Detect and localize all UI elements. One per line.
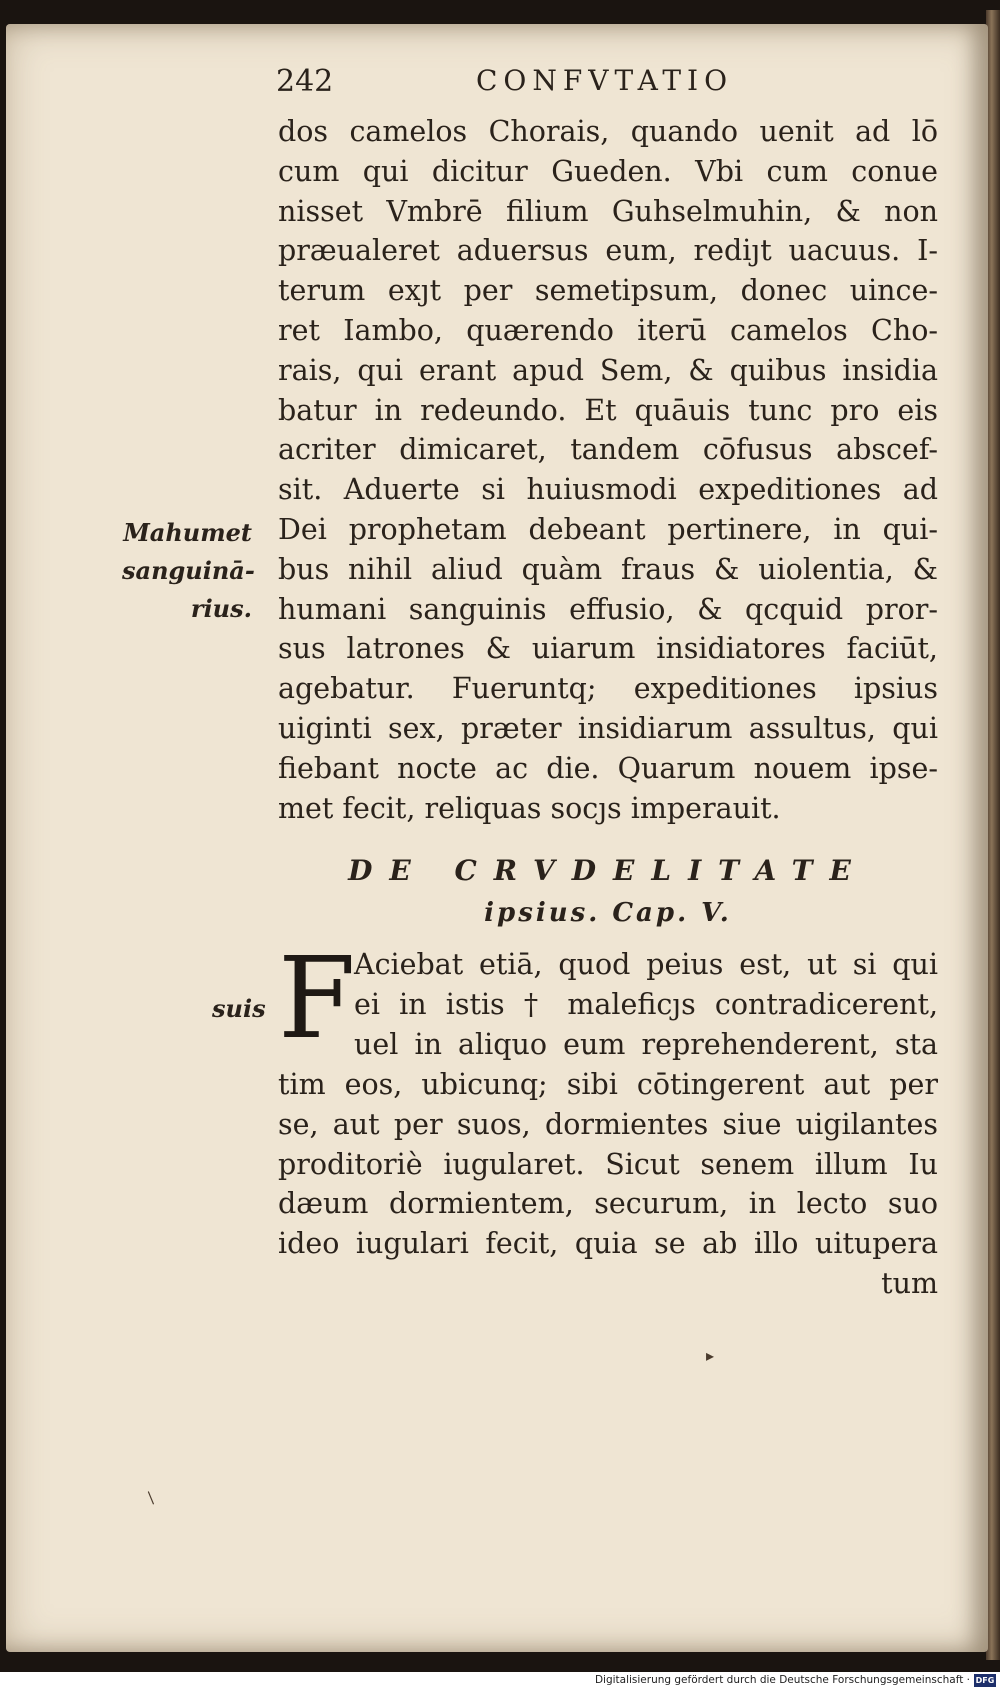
text-line: ret Iambo, quærendo iterū camelos Cho-: [278, 313, 938, 347]
chapter-body-text: [278, 934, 938, 1304]
running-title: CONFVTATIO: [476, 64, 734, 97]
chapter-subtitle: ipsius. Cap. V.: [484, 898, 732, 928]
text-line: proditoriè iugularet. Sicut senem illum Iu: [278, 1147, 938, 1181]
chapter-heading: [278, 850, 938, 934]
marginal-note-line: Mahumet: [123, 518, 252, 547]
body-text: [278, 112, 938, 828]
text-line: nisset Vmbrē filium Guhselmuhin, & non: [278, 194, 938, 228]
text-line: uiginti sex, præter insidiarum assultus, qui: [278, 711, 938, 745]
text-line: Dei prophetam debeant pertinere, in qui-: [278, 512, 938, 546]
text-line: sit. Aduerte si huiusmodi expeditiones ad: [278, 473, 938, 507]
footer-credit: Digitalisierung gefördert durch die Deutsche Forschungsgemeinschaft ·: [594, 1674, 970, 1686]
text-line: præualeret aduersus eum, rediȷt uacuus. I-: [278, 234, 938, 268]
text-line: tim eos, ubicunq; sibi cōtingerent aut per: [278, 1068, 938, 1101]
marginal-note-line: rius.: [190, 594, 252, 623]
text-line: dos camelos Chorais, quando uenit ad lō: [278, 115, 938, 148]
drop-cap: F: [278, 934, 356, 1064]
text-line: se, aut per suos, dormientes siue uigilantes: [278, 1107, 938, 1141]
ink-mark: ▸: [706, 1346, 715, 1365]
text-line: Aciebat etiā, quod peius est, ut si qui: [354, 948, 938, 981]
text-line: ideo iugulari fecit, quia se ab illo uitupera: [278, 1227, 938, 1261]
text-line: uel in aliquo eum reprehenderent, sta: [354, 1027, 938, 1061]
text-line: rais, qui erant apud Sem, & quibus insidia: [278, 353, 938, 387]
text-line: fiebant nocte ac die. Quarum nouem ipse-: [278, 751, 938, 785]
text-line: dæum dormientem, securum, in lecto suo: [278, 1187, 938, 1221]
text-line: cum qui dicitur Gueden. Vbi cum conue: [278, 154, 938, 188]
text-line: agebatur. Fueruntq; expeditiones ipsius: [278, 672, 938, 706]
chapter-title: DE CRVDELITATE: [348, 854, 868, 887]
marginal-note: [122, 514, 255, 628]
marginal-note-2: suis: [212, 994, 266, 1023]
text-line: terum exȷt per semetipsum, donec uince-: [278, 274, 938, 308]
text-line: ei in istis † maleficȷs contradicerent,: [354, 987, 938, 1021]
text-line: acriter dimicaret, tandem cōfusus abscef-: [278, 433, 938, 467]
page-number: 242: [276, 64, 334, 99]
page-edge: [986, 10, 1000, 1660]
footer-bar: [0, 1672, 1000, 1693]
marginal-note-line: sanguinā-: [122, 556, 255, 585]
ink-mark: /: [142, 1488, 159, 1507]
catchword: tum: [881, 1266, 938, 1300]
dfg-logo: DFG: [975, 1676, 995, 1685]
text-line: humani sanguinis effusio, & qcquid pror-: [278, 592, 938, 626]
text-line: sus latrones & uiarum insidiatores faciūt,: [278, 632, 938, 666]
page-header: [276, 58, 936, 108]
text-line: bus nihil aliud quàm fraus & uiolentia, &: [278, 552, 938, 586]
text-line: batur in redeundo. Et quāuis tunc pro eis: [278, 393, 938, 427]
text-line: met fecit, reliquas socȷs imperauit.: [278, 791, 781, 825]
